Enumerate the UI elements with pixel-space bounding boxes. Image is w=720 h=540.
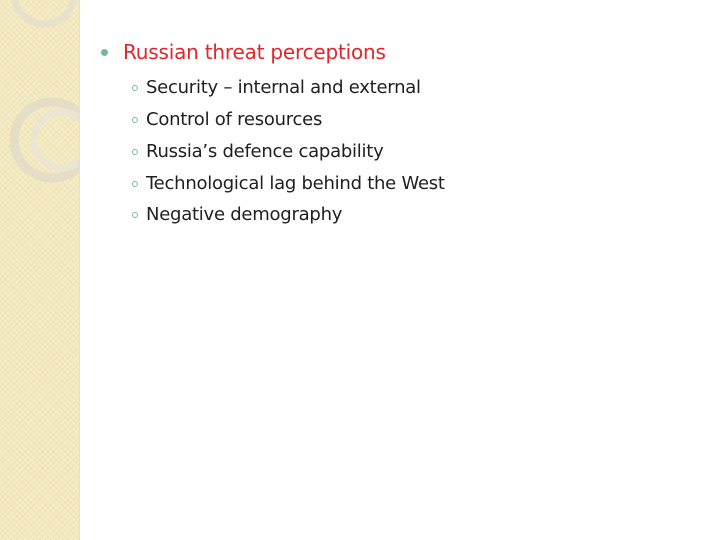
sub-bullet-text: Technological lag behind the West [146, 172, 445, 194]
hollow-circle-bullet-icon [132, 181, 138, 187]
sub-bullet-text: Security – internal and external [146, 76, 421, 98]
sub-bullet-security [132, 74, 421, 100]
sub-bullet-technology [132, 170, 445, 196]
sub-bullet-defence [132, 138, 384, 164]
sub-bullet-text: Negative demography [146, 203, 343, 225]
sub-bullet-resources [132, 106, 322, 132]
main-bullet [101, 38, 386, 66]
hollow-circle-bullet-icon [132, 85, 138, 91]
sub-bullet-text: Control of resources [146, 108, 323, 130]
hollow-circle-bullet-icon [132, 117, 138, 123]
main-bullet-text: Russian threat perceptions [123, 40, 386, 64]
filled-circle-bullet-icon [101, 49, 108, 56]
sub-bullet-text: Russia’s defence capability [146, 140, 384, 162]
hollow-circle-bullet-icon [132, 212, 138, 218]
sub-bullet-demography [132, 201, 342, 227]
hollow-circle-bullet-icon [132, 149, 138, 155]
